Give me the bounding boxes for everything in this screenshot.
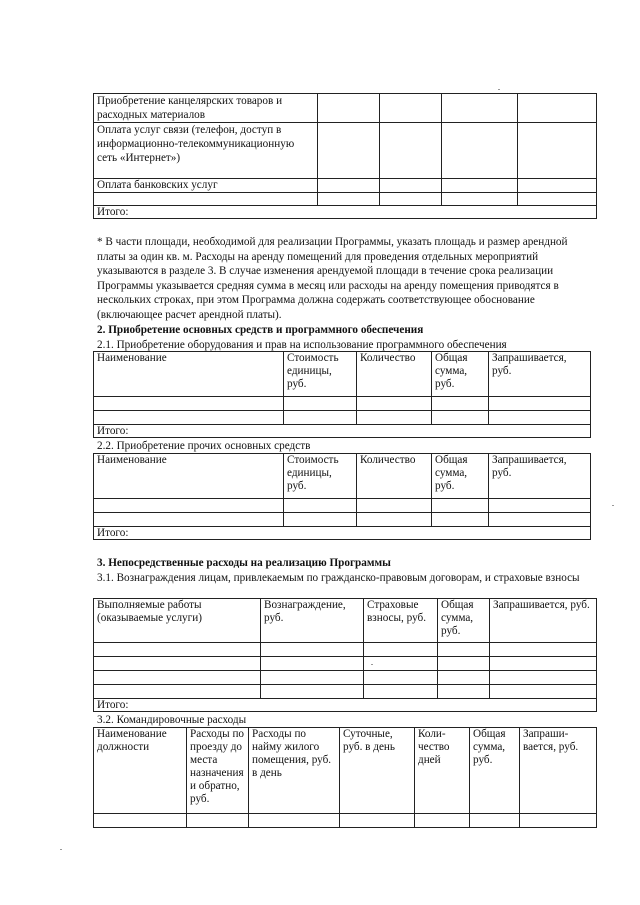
empty-cell	[442, 193, 518, 206]
empty-cell	[340, 814, 415, 828]
empty-cell	[357, 513, 432, 527]
empty-cell	[470, 814, 520, 828]
row-label	[94, 193, 318, 206]
table-row	[94, 671, 597, 685]
header-lodging-cost: Расходы по найму жилого помещения, руб. в день	[249, 728, 340, 814]
table-row	[94, 499, 591, 513]
empty-cell	[489, 397, 591, 411]
table-row	[94, 685, 597, 699]
total-row	[94, 425, 591, 438]
empty-cell	[357, 499, 432, 513]
empty-cell	[442, 179, 518, 193]
header-position: Наименование должности	[94, 728, 187, 814]
header-remuneration: Вознаграждение, руб.	[261, 599, 364, 643]
empty-cell	[364, 657, 438, 671]
table-row	[94, 513, 591, 527]
empty-cell	[432, 513, 489, 527]
subsection-2-2-title: 2.2. Приобретение прочих основных средств	[97, 440, 311, 452]
header-unit-cost: Стоимость единицы, руб.	[284, 454, 357, 499]
empty-cell	[442, 123, 518, 179]
expenses-table	[93, 93, 597, 219]
empty-cell	[490, 671, 597, 685]
table-row	[94, 397, 591, 411]
total-label: Итого:	[94, 425, 591, 438]
empty-cell	[94, 814, 187, 828]
header-insurance: Страховые взносы, руб.	[364, 599, 438, 643]
row-label: Оплата банковских услуг	[94, 179, 318, 193]
empty-cell	[318, 179, 380, 193]
header-total-sum: Общая сумма, руб.	[432, 454, 489, 499]
equipment-table	[93, 351, 591, 438]
empty-cell	[261, 643, 364, 657]
empty-cell	[318, 123, 380, 179]
table-row	[94, 123, 597, 179]
row-label: Приобретение канцелярских товаров и расходных материалов	[94, 94, 318, 123]
empty-cell	[249, 814, 340, 828]
empty-cell	[490, 643, 597, 657]
scan-speck	[498, 89, 500, 90]
empty-cell	[490, 685, 597, 699]
total-label: Итого:	[94, 206, 597, 219]
empty-cell	[442, 94, 518, 123]
header-per-diem: Суточные, руб. в день	[340, 728, 415, 814]
empty-cell	[380, 123, 442, 179]
total-row	[94, 527, 591, 540]
empty-cell	[489, 411, 591, 425]
header-quantity: Количество	[357, 454, 432, 499]
empty-cell	[187, 814, 249, 828]
empty-cell	[518, 123, 597, 179]
empty-cell	[94, 397, 284, 411]
scan-speck	[60, 849, 62, 850]
contractors-table	[93, 598, 597, 712]
empty-cell	[261, 685, 364, 699]
section-3-title: 3. Непосредственные расходы на реализацию Программы	[97, 557, 391, 569]
empty-cell	[261, 657, 364, 671]
empty-cell	[94, 643, 261, 657]
empty-cell	[284, 397, 357, 411]
table-header-row	[94, 454, 591, 499]
table-row	[94, 193, 597, 206]
empty-cell	[284, 513, 357, 527]
subsection-3-1-title: 3.1. Вознаграждения лицам, привлекаемым по гражданско-правовым договорам, и страховые взносы	[97, 572, 580, 584]
empty-cell	[518, 179, 597, 193]
empty-cell	[318, 193, 380, 206]
header-total-sum: Общая сумма, руб.	[470, 728, 520, 814]
header-name: Наименование	[94, 352, 284, 397]
empty-cell	[518, 94, 597, 123]
header-works: Выполняемые работы (оказываемые услуги)	[94, 599, 261, 643]
empty-cell	[94, 411, 284, 425]
table-row	[94, 411, 591, 425]
header-unit-cost: Стоимость единицы, руб.	[284, 352, 357, 397]
header-requested: Запрашивается, руб.	[490, 599, 597, 643]
table-row	[94, 643, 597, 657]
empty-cell	[364, 685, 438, 699]
total-label: Итого:	[94, 699, 597, 712]
empty-cell	[432, 499, 489, 513]
empty-cell	[489, 513, 591, 527]
subsection-2-1-title: 2.1. Приобретение оборудования и прав на использование программного обеспечения	[97, 339, 507, 351]
empty-cell	[380, 179, 442, 193]
footnote-rent: * В части площади, необходимой для реализации Программы, указать площадь и размер арендной платы за один кв. м. Расходы на аренду помещений для проведения отдельных мероприятий указываются в разделе 3. В случае изменения арендуемой площади в течение срока реализации Программы указывается средняя сумма в месяц или расходы на аренду помещения приводятся в нескольких строках, при этом Программа должна содержать соответствующее обоснование (включающее расчет арендной платы).	[97, 236, 568, 321]
subsection-3-2-title: 3.2. Командировочные расходы	[97, 714, 247, 726]
header-requested: Запрашивается, руб.	[489, 454, 591, 499]
header-requested: Запрашивается, руб.	[489, 352, 591, 397]
empty-cell	[490, 657, 597, 671]
row-label: Оплата услуг связи (телефон, доступ в информационно-телекоммуникационную сеть «Интернет»)	[94, 123, 318, 179]
header-quantity: Количество	[357, 352, 432, 397]
empty-cell	[364, 671, 438, 685]
empty-cell	[284, 411, 357, 425]
empty-cell	[380, 193, 442, 206]
table-header-row	[94, 352, 591, 397]
scan-speck	[371, 664, 373, 665]
empty-cell	[380, 94, 442, 123]
empty-cell	[94, 671, 261, 685]
empty-cell	[261, 671, 364, 685]
empty-cell	[432, 397, 489, 411]
travel-table	[93, 727, 597, 828]
table-row	[94, 94, 597, 123]
empty-cell	[94, 499, 284, 513]
table-header-row	[94, 599, 597, 643]
empty-cell	[520, 814, 597, 828]
other-assets-table	[93, 453, 591, 540]
empty-cell	[438, 671, 490, 685]
empty-cell	[94, 657, 261, 671]
scan-speck	[612, 505, 614, 506]
header-days-count: Коли-чество дней	[415, 728, 470, 814]
empty-cell	[357, 397, 432, 411]
header-travel-cost: Расходы по проезду до места назначения и обратно, руб.	[187, 728, 249, 814]
empty-cell	[438, 643, 490, 657]
header-name: Наименование	[94, 454, 284, 499]
total-row	[94, 206, 597, 219]
empty-cell	[94, 513, 284, 527]
table-row	[94, 814, 597, 828]
header-requested: Запраши-вается, руб.	[520, 728, 597, 814]
total-row	[94, 699, 597, 712]
empty-cell	[318, 94, 380, 123]
empty-cell	[94, 685, 261, 699]
section-2-title: 2. Приобретение основных средств и программного обеспечения	[97, 324, 424, 336]
empty-cell	[518, 193, 597, 206]
header-total-sum: Общая сумма, руб.	[438, 599, 490, 643]
empty-cell	[489, 499, 591, 513]
empty-cell	[357, 411, 432, 425]
table-row	[94, 179, 597, 193]
empty-cell	[364, 643, 438, 657]
total-label: Итого:	[94, 527, 591, 540]
empty-cell	[438, 685, 490, 699]
empty-cell	[438, 657, 490, 671]
table-row	[94, 657, 597, 671]
empty-cell	[415, 814, 470, 828]
empty-cell	[432, 411, 489, 425]
table-header-row	[94, 728, 597, 814]
empty-cell	[284, 499, 357, 513]
header-total-sum: Общая сумма, руб.	[432, 352, 489, 397]
